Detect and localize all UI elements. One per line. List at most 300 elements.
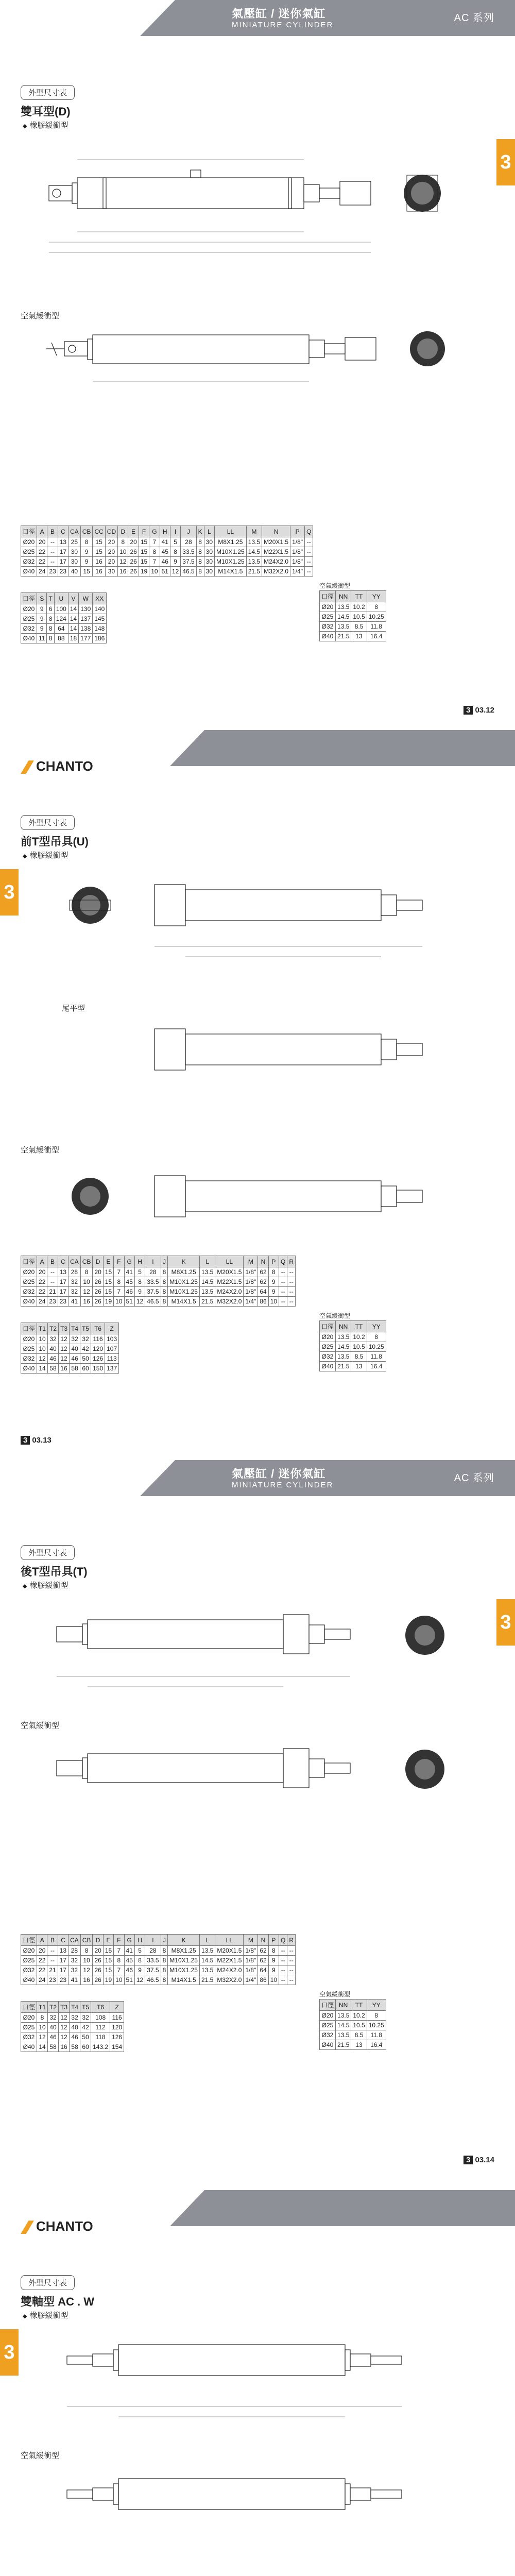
table-cell: 8 <box>161 1287 168 1297</box>
table-header-cell: B <box>47 1935 58 1946</box>
table-header-cell: T5 <box>80 1323 91 1334</box>
table-cell: -- <box>287 1297 296 1307</box>
table-cell: 13.5 <box>199 1946 215 1956</box>
dims-label: 外型尺寸表 <box>21 85 75 100</box>
dims-label: 外型尺寸表 <box>21 815 75 830</box>
table-header-cell: M <box>244 1256 258 1267</box>
table-header-row <box>21 526 313 537</box>
table-cell: 7 <box>149 537 160 547</box>
table-cell: 16 <box>118 567 128 577</box>
table-cell: 15 <box>103 1267 113 1277</box>
table-cell: 14.5 <box>336 612 351 622</box>
table-cell: 32 <box>80 1334 91 1344</box>
table-cell: 30 <box>204 557 214 567</box>
table-cell: 10.5 <box>351 2021 367 2030</box>
table-header-cell: TT <box>351 1321 367 1332</box>
table-cell: 124 <box>54 614 68 624</box>
table-header-cell: CB <box>80 1256 93 1267</box>
table-cell: 15 <box>139 547 149 557</box>
table-cell: Ø40 <box>21 634 37 643</box>
table-row <box>21 1277 296 1287</box>
table-cell: Ø40 <box>21 2042 37 2052</box>
table-cell: 19 <box>103 1297 113 1307</box>
table-cell: 58 <box>70 2042 80 2052</box>
stroke-table <box>21 1323 119 1374</box>
table-cell: -- <box>47 1277 58 1287</box>
table-cell: 23 <box>58 1975 68 1985</box>
table-row <box>21 1946 296 1956</box>
table-cell: 64 <box>54 624 68 634</box>
table-header-cell: T1 <box>37 1323 48 1334</box>
table-row <box>21 1267 296 1277</box>
table-header-cell: CD <box>105 526 117 537</box>
table-cell: 26 <box>93 1975 103 1985</box>
dims-label: 外型尺寸表 <box>21 1545 75 1560</box>
catalog-page-3 <box>0 1460 515 2190</box>
table-cell: 40 <box>48 1344 59 1354</box>
table-cell: 30 <box>68 557 81 567</box>
table-header-cell: H <box>134 1256 145 1267</box>
table-row <box>21 1965 296 1975</box>
table-header-cell: XX <box>93 593 107 604</box>
header-series: AC 系列 <box>454 1472 494 1484</box>
table-cell: M32X2.0 <box>215 1975 244 1985</box>
table-row <box>320 2011 386 2021</box>
table-header-row <box>320 1999 386 2011</box>
table-cell: -- <box>287 1287 296 1297</box>
table-cell: M10X1.25 <box>168 1277 200 1287</box>
table-cell: 8 <box>161 1956 168 1965</box>
table-cell: 9 <box>268 1956 279 1965</box>
table-cell: 177 <box>79 634 93 643</box>
table-cell: 62 <box>258 1946 268 1956</box>
air-cushion-table <box>319 1320 386 1371</box>
table-cell: M14X1.5 <box>168 1297 200 1307</box>
table-cell: 45 <box>124 1956 134 1965</box>
table-header-cell: T6 <box>91 1323 105 1334</box>
table-cell: 14 <box>37 1364 48 1374</box>
header-title: 氣壓缸 / 迷你氣缸 <box>232 1467 326 1480</box>
table-cell: 15 <box>80 567 93 577</box>
table-header-cell: W <box>79 593 93 604</box>
table-row <box>320 2030 386 2040</box>
table-header-cell: 口徑 <box>21 1256 37 1267</box>
table-cell: 33.5 <box>145 1956 161 1965</box>
table-cell: 14 <box>68 604 78 614</box>
table-cell: 46 <box>124 1965 134 1975</box>
table-cell: 112 <box>91 2023 110 2032</box>
table-cell: 9 <box>37 624 47 634</box>
table-cell: 30 <box>105 567 117 577</box>
table-cell: 10 <box>149 567 160 577</box>
table-header-cell: R <box>287 1256 296 1267</box>
section-tab: 3 <box>496 139 515 185</box>
table-cell: 40 <box>70 1344 80 1354</box>
table-cell: 126 <box>110 2032 124 2042</box>
table-row <box>21 634 107 643</box>
table-header-cell: CA <box>68 526 81 537</box>
table-cell: 22 <box>37 1965 47 1975</box>
table-header-cell: V <box>68 593 78 604</box>
table-header-cell: B <box>47 526 58 537</box>
table-cell: 19 <box>139 567 149 577</box>
table-cell: Ø25 <box>21 1277 37 1287</box>
table-cell: Ø20 <box>21 2013 37 2023</box>
table-header-cell: J <box>181 526 196 537</box>
table-cell: Ø20 <box>320 1332 336 1342</box>
table-cell: 51 <box>124 1297 134 1307</box>
table-cell: 13.5 <box>199 1965 215 1975</box>
table-cell: 13 <box>351 1362 367 1371</box>
table-cell: 103 <box>105 1334 119 1344</box>
table-cell: 33.5 <box>145 1277 161 1287</box>
table-cell: 40 <box>68 567 81 577</box>
dims-label: 外型尺寸表 <box>21 2275 75 2290</box>
table-cell: Ø32 <box>320 622 336 632</box>
table-cell: Ø25 <box>320 1342 336 1352</box>
air-cushion-label: 空氣緩衝型 <box>21 312 60 320</box>
table-cell: 8 <box>47 614 54 624</box>
table-header-row <box>320 1321 386 1332</box>
table-cell: 23 <box>47 1975 58 1985</box>
table-cell: 60 <box>80 1364 91 1374</box>
table-cell: -- <box>279 1277 287 1287</box>
table-cell: 22 <box>37 1956 47 1965</box>
table-cell: 12 <box>59 1344 70 1354</box>
table-cell: Ø20 <box>21 537 37 547</box>
table-header-row <box>320 591 386 602</box>
table-cell: 10 <box>37 1334 48 1344</box>
table-cell: 32 <box>48 2013 59 2023</box>
table-cell: 8 <box>114 1277 124 1287</box>
section-tab: 3 <box>0 2329 19 2376</box>
table-cell: 22 <box>37 1287 47 1297</box>
table-cell: 9 <box>268 1277 279 1287</box>
table-cell: 21 <box>47 1965 58 1975</box>
table-cell: 8 <box>149 547 160 557</box>
table-cell: 16.4 <box>367 632 386 641</box>
table-header-cell: K <box>196 526 204 537</box>
table-cell: 11.8 <box>367 622 386 632</box>
table-header-cell: P <box>268 1256 279 1267</box>
page-number: 3 03.14 <box>464 2156 494 2164</box>
table-cell: 17 <box>58 1287 68 1297</box>
table-cell: 12 <box>170 567 180 577</box>
table-cell: 58 <box>70 1364 80 1374</box>
table-cell: 14.5 <box>199 1277 215 1287</box>
table-cell: 12 <box>80 1287 93 1297</box>
table-row <box>320 1342 386 1352</box>
table-cell: 32 <box>80 2013 91 2023</box>
table-cell: 154 <box>110 2042 124 2052</box>
table-cell: 10.5 <box>351 1342 367 1352</box>
table-cell: 13 <box>58 1267 68 1277</box>
table-row <box>21 1287 296 1297</box>
table-cell: 86 <box>258 1297 268 1307</box>
table-cell: 137 <box>79 614 93 624</box>
table-cell: Ø25 <box>320 2021 336 2030</box>
table-cell: 10.5 <box>351 612 367 622</box>
table-row <box>21 1334 119 1344</box>
table-cell: 8 <box>161 1946 168 1956</box>
table-cell: 10 <box>114 1297 124 1307</box>
table-cell: 23 <box>47 567 58 577</box>
table-cell: 13 <box>58 1946 68 1956</box>
table-cell: 15 <box>103 1956 113 1965</box>
table-cell: 20 <box>37 1267 47 1277</box>
table-cell: 8 <box>114 1956 124 1965</box>
table-cell: Ø32 <box>21 2032 37 2042</box>
table-row <box>21 1364 119 1374</box>
table-cell: M10X1.25 <box>168 1956 200 1965</box>
table-cell: 13.5 <box>336 622 351 632</box>
table-cell: 28 <box>68 1946 81 1956</box>
table-row <box>320 622 386 632</box>
table-cell: 20 <box>105 557 117 567</box>
table-cell: 18 <box>68 634 78 643</box>
table-cell: Ø40 <box>21 567 37 577</box>
table-cell: 14 <box>37 2042 48 2052</box>
table-cell: 8 <box>80 1267 93 1277</box>
table-cell: 21.5 <box>246 567 262 577</box>
table-cell: 10 <box>268 1975 279 1985</box>
table-cell: 7 <box>114 1267 124 1277</box>
header-series: AC 系列 <box>454 12 494 24</box>
table-cell: 116 <box>110 2013 124 2023</box>
table-header-cell: C <box>58 1935 68 1946</box>
table-cell: 32 <box>68 1956 81 1965</box>
table-cell: -- <box>287 1956 296 1965</box>
table-header-cell: E <box>128 526 139 537</box>
table-cell: 21 <box>47 1287 58 1297</box>
table-cell: 37.5 <box>145 1965 161 1975</box>
table-header-cell: T1 <box>37 2002 48 2013</box>
table-cell: -- <box>47 1956 58 1965</box>
table-header-cell: J <box>161 1935 168 1946</box>
table-cell: Ø20 <box>320 602 336 612</box>
table-row <box>21 604 107 614</box>
table-cell: 126 <box>91 1354 105 1364</box>
table-cell: 46 <box>70 1354 80 1364</box>
table-cell: 30 <box>204 537 214 547</box>
table-cell: 20 <box>37 537 47 547</box>
table-cell: M32X2.0 <box>262 567 290 577</box>
table-cell: 1/8" <box>290 537 305 547</box>
table-cell: 15 <box>103 1965 113 1975</box>
table-cell: 15 <box>93 537 105 547</box>
table-cell: 12 <box>118 557 128 567</box>
table-header-cell: TT <box>351 591 367 602</box>
table-cell: 45 <box>124 1277 134 1287</box>
table-cell: 8 <box>196 537 204 547</box>
table-cell: 145 <box>93 614 107 624</box>
table-header-cell: G <box>149 526 160 537</box>
table-cell: Ø40 <box>21 1297 37 1307</box>
table-cell: -- <box>47 557 58 567</box>
table-cell: 10.25 <box>367 1342 386 1352</box>
table-cell: 32 <box>68 1287 81 1297</box>
catalog-page-2 <box>0 730 515 1460</box>
table-header-cell: Q <box>279 1935 287 1946</box>
table-cell: Ø32 <box>21 557 37 567</box>
table-cell: Ø25 <box>320 612 336 622</box>
table-cell: 46 <box>124 1287 134 1297</box>
table-header-row <box>21 2002 124 2013</box>
table-header-cell: T6 <box>91 2002 110 2013</box>
header-subtitle: MINIATURE CYLINDER <box>232 21 334 29</box>
table-header-cell: T <box>47 593 54 604</box>
table-cell: 21.5 <box>336 632 351 641</box>
table-cell: 107 <box>105 1344 119 1354</box>
table-cell: M22X1.5 <box>262 547 290 557</box>
table-header-row <box>21 1256 296 1267</box>
table-cell: 12 <box>37 1354 48 1364</box>
table-header-cell: CA <box>68 1935 81 1946</box>
table-cell: 13 <box>351 632 367 641</box>
table-header-row <box>21 1935 296 1946</box>
table-cell: 10 <box>118 547 128 557</box>
table-cell: 45 <box>160 547 170 557</box>
table-header-cell: L <box>199 1256 215 1267</box>
table-header-cell: T4 <box>70 1323 80 1334</box>
table-cell: 17 <box>58 557 68 567</box>
table-row <box>320 602 386 612</box>
table-cell: 14 <box>68 624 78 634</box>
table-cell: 20 <box>37 1946 47 1956</box>
table-cell: -- <box>287 1277 296 1287</box>
table-cell: 26 <box>93 1287 103 1297</box>
table-cell: 8 <box>268 1946 279 1956</box>
air-cushion-label: 空氣緩衝型 <box>21 1146 60 1155</box>
cylinder-drawing <box>0 2190 515 2576</box>
air-table-caption: 空氣緩衝型 <box>319 582 351 589</box>
table-cell: 113 <box>105 1354 119 1364</box>
table-header-cell: N <box>258 1256 268 1267</box>
table-cell: 16 <box>59 1364 70 1374</box>
table-cell: 51 <box>124 1975 134 1985</box>
table-cell: 16 <box>93 567 105 577</box>
table-header-cell: Q <box>279 1256 287 1267</box>
table-row <box>21 2032 124 2042</box>
table-row <box>21 2013 124 2023</box>
table-cell: 10 <box>268 1297 279 1307</box>
table-cell: 118 <box>91 2032 110 2042</box>
cylinder-type-title: 前T型吊具(U) <box>21 835 89 848</box>
table-cell: 186 <box>93 634 107 643</box>
air-cushion-table <box>319 590 386 641</box>
table-row <box>320 632 386 641</box>
table-header-cell: P <box>290 526 305 537</box>
table-cell: 21.5 <box>199 1297 215 1307</box>
table-cell: 13 <box>58 537 68 547</box>
table-header-cell: F <box>114 1935 124 1946</box>
table-cell: 8 <box>161 1975 168 1985</box>
table-cell: Ø32 <box>21 1965 37 1975</box>
table-cell: 8 <box>47 634 54 643</box>
table-cell: 22 <box>37 557 47 567</box>
table-cell: 120 <box>91 1344 105 1354</box>
rubber-cushion-label: ◆ 橡膠緩衝型 <box>23 120 68 130</box>
table-cell: 42 <box>80 1344 91 1354</box>
table-cell: 1/8" <box>290 547 305 557</box>
table-cell: 8 <box>161 1267 168 1277</box>
table-cell: 9 <box>268 1965 279 1975</box>
table-row <box>21 547 313 557</box>
table-cell: -- <box>47 1946 58 1956</box>
table-cell: 12 <box>59 1334 70 1344</box>
section-tab: 3 <box>0 869 19 916</box>
table-cell: 8 <box>367 602 386 612</box>
table-cell: 26 <box>93 1965 103 1975</box>
table-cell: 12 <box>59 2023 70 2032</box>
table-cell: Ø20 <box>21 1946 37 1956</box>
table-cell: 24 <box>37 1975 47 1985</box>
table-cell: 46 <box>160 557 170 567</box>
table-cell: 19 <box>103 1975 113 1985</box>
table-cell: 7 <box>114 1965 124 1975</box>
table-header-cell: 口徑 <box>320 591 336 602</box>
table-cell: 10.2 <box>351 2011 367 2021</box>
table-header-cell: Z <box>105 1323 119 1334</box>
table-cell: 5 <box>170 537 180 547</box>
table-cell: 7 <box>114 1946 124 1956</box>
table-cell: 26 <box>128 547 139 557</box>
table-row <box>21 614 107 624</box>
table-cell: 33.5 <box>181 547 196 557</box>
table-cell: 37.5 <box>181 557 196 567</box>
table-cell: 32 <box>70 1334 80 1344</box>
table-cell: 41 <box>68 1975 81 1985</box>
table-cell: Ø20 <box>21 1334 37 1344</box>
table-cell: 9 <box>134 1965 145 1975</box>
table-cell: 26 <box>128 567 139 577</box>
table-cell: Ø25 <box>21 614 37 624</box>
table-header-cell: NN <box>336 591 351 602</box>
table-cell: 9 <box>80 547 93 557</box>
table-header-cell: G <box>124 1256 134 1267</box>
table-cell: 20 <box>105 537 117 547</box>
table-cell: -- <box>47 1267 58 1277</box>
dimension-table <box>21 526 313 577</box>
table-header-cell: T3 <box>59 1323 70 1334</box>
table-cell: 11.8 <box>367 1352 386 1362</box>
table-cell: 14.5 <box>336 2021 351 2030</box>
table-cell: M20X1.5 <box>215 1946 244 1956</box>
table-cell: 88 <box>54 634 68 643</box>
table-cell: -- <box>287 1975 296 1985</box>
table-row <box>21 557 313 567</box>
table-cell: 50 <box>80 1354 91 1364</box>
table-cell: 30 <box>204 567 214 577</box>
section-tab: 3 <box>496 1599 515 1646</box>
table-cell: 32 <box>70 2013 80 2023</box>
table-cell: 16 <box>59 2042 70 2052</box>
table-cell: 8 <box>268 1267 279 1277</box>
dimension-table <box>21 1256 296 1307</box>
table-cell: Ø40 <box>21 1364 37 1374</box>
table-cell: 9 <box>37 614 47 624</box>
table-cell: 14.5 <box>246 547 262 557</box>
table-cell: 8 <box>134 1277 145 1287</box>
table-cell: 24 <box>37 1297 47 1307</box>
table-header-cell: CA <box>68 1256 81 1267</box>
table-header-cell: YY <box>367 1999 386 2011</box>
rubber-cushion-label: ◆ 橡膠緩衝型 <box>23 1580 68 1590</box>
table-cell: 148 <box>93 624 107 634</box>
table-cell: 37.5 <box>145 1287 161 1297</box>
table-cell: 12 <box>134 1297 145 1307</box>
table-cell: 8 <box>196 557 204 567</box>
